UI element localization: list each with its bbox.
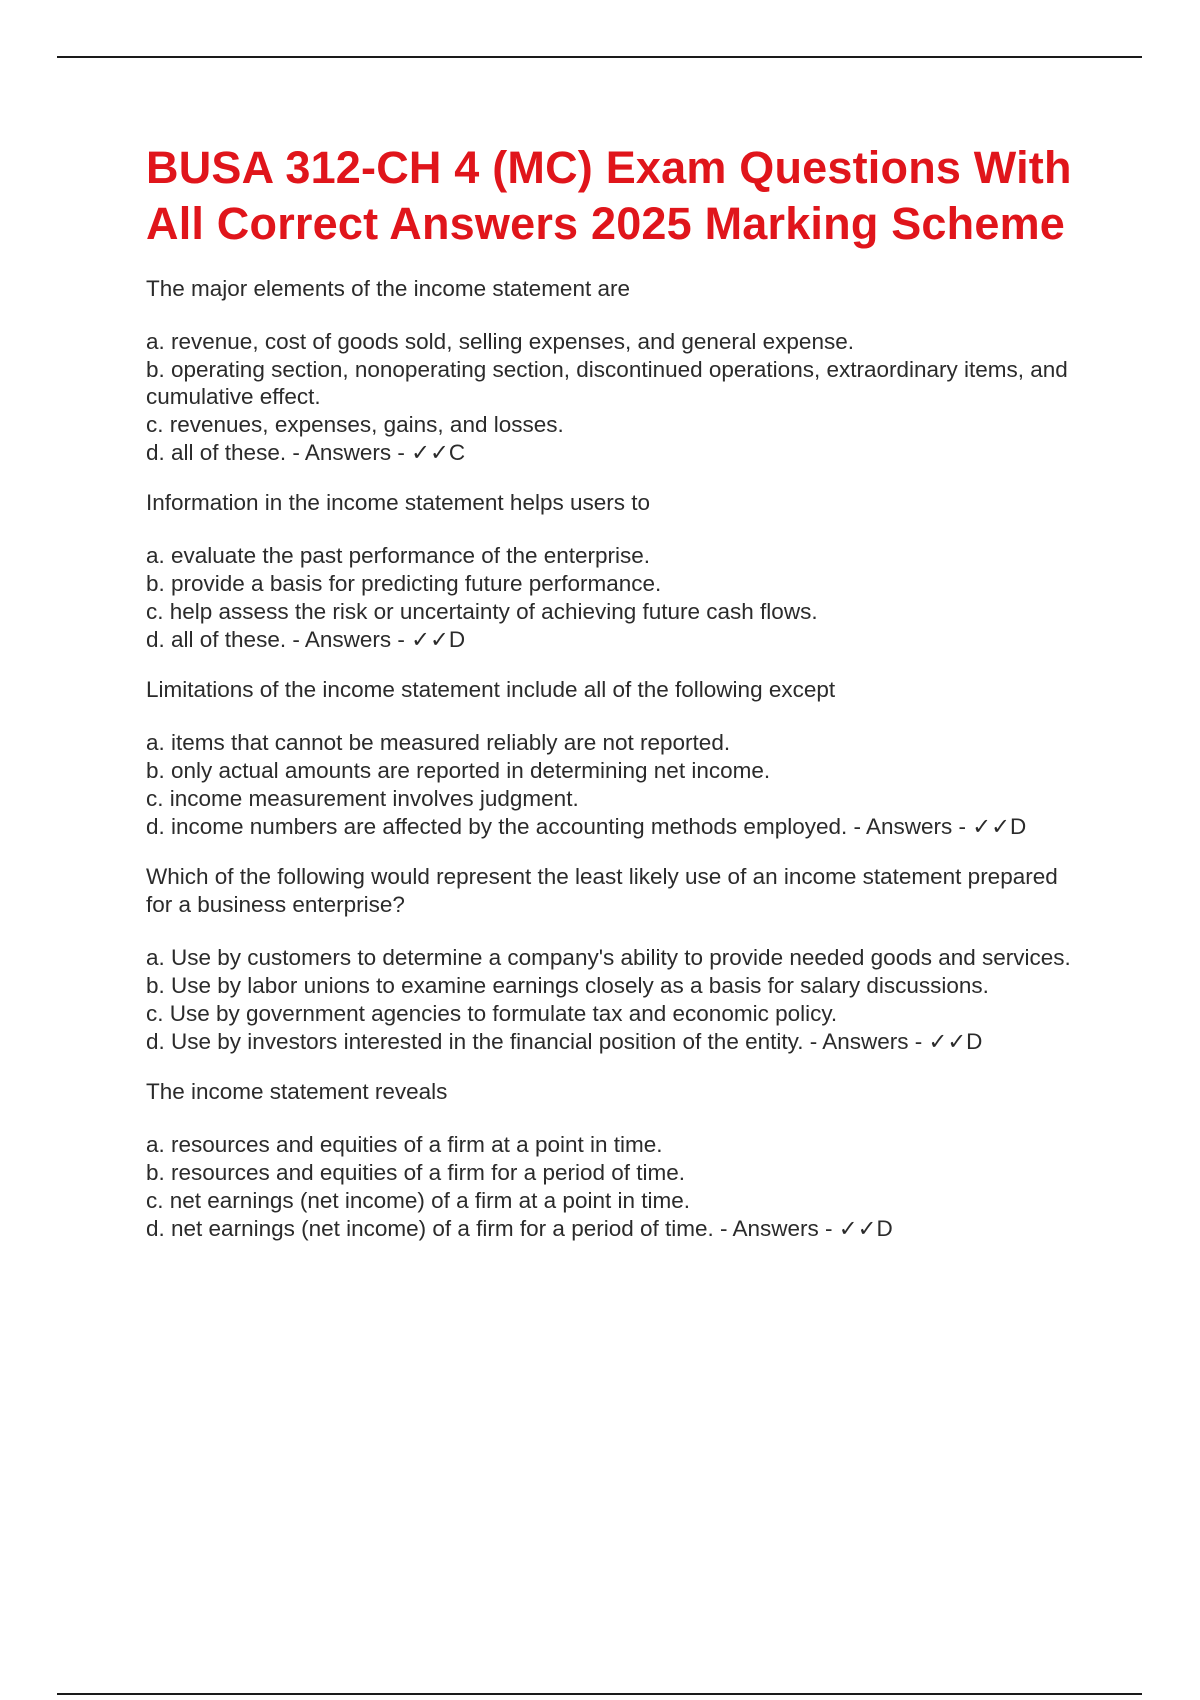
option-c: c. Use by government agencies to formulate tax and economic policy. — [146, 1001, 838, 1026]
question-list — [146, 275, 1076, 1242]
option-a: a. revenue, cost of goods sold, selling expenses, and general expense. — [146, 329, 854, 354]
question-5 — [146, 1078, 1076, 1242]
option-c: c. income measurement involves judgment. — [146, 786, 579, 811]
option-a: a. Use by customers to determine a company's ability to provide needed goods and services. — [146, 945, 1071, 970]
question-stem: Limitations of the income statement include all of the following except — [146, 677, 836, 702]
option-d-with-answer: d. net earnings (net income) of a firm for a period of time. - Answers - ✓✓D — [146, 1216, 893, 1241]
document-title: BUSA 312-CH 4 (MC) Exam Questions With All Correct Answers 2025 Marking Scheme — [146, 142, 1072, 249]
top-divider — [57, 56, 1142, 58]
option-c: c. help assess the risk or uncertainty of achieving future cash flows. — [146, 599, 818, 624]
option-a: a. evaluate the past performance of the enterprise. — [146, 543, 651, 568]
question-stem: The major elements of the income statement are — [146, 276, 630, 301]
option-d-with-answer: d. all of these. - Answers - ✓✓D — [146, 627, 466, 652]
option-c: c. revenues, expenses, gains, and losses. — [146, 412, 564, 437]
question-2 — [146, 489, 1076, 653]
option-c: c. net earnings (net income) of a firm at a point in time. — [146, 1188, 690, 1213]
question-4 — [146, 863, 1076, 1055]
option-d-with-answer: d. income numbers are affected by the accounting methods employed. - Answers - ✓✓D — [146, 814, 1027, 839]
option-b: b. Use by labor unions to examine earnings closely as a basis for salary discussions. — [146, 973, 989, 998]
question-stem: The income statement reveals — [146, 1079, 448, 1104]
bottom-divider — [57, 1693, 1142, 1695]
option-a: a. resources and equities of a firm at a point in time. — [146, 1132, 663, 1157]
question-stem: Which of the following would represent the least likely use of an income statement prepared for a business enterprise? — [146, 864, 1058, 917]
option-b: b. provide a basis for predicting future performance. — [146, 571, 662, 596]
question-stem: Information in the income statement helps users to — [146, 490, 651, 515]
option-d-with-answer: d. all of these. - Answers - ✓✓C — [146, 440, 466, 465]
document-body — [146, 140, 1076, 1265]
option-b: b. resources and equities of a firm for a period of time. — [146, 1160, 686, 1185]
option-b: b. operating section, nonoperating section, discontinued operations, extraordinary items, and cumulative effect. — [146, 357, 1068, 409]
option-d-with-answer: d. Use by investors interested in the financial position of the entity. - Answers - ✓✓D — [146, 1029, 983, 1054]
option-a: a. items that cannot be measured reliably are not reported. — [146, 730, 731, 755]
question-3 — [146, 676, 1076, 840]
question-1 — [146, 275, 1076, 466]
option-b: b. only actual amounts are reported in determining net income. — [146, 758, 771, 783]
